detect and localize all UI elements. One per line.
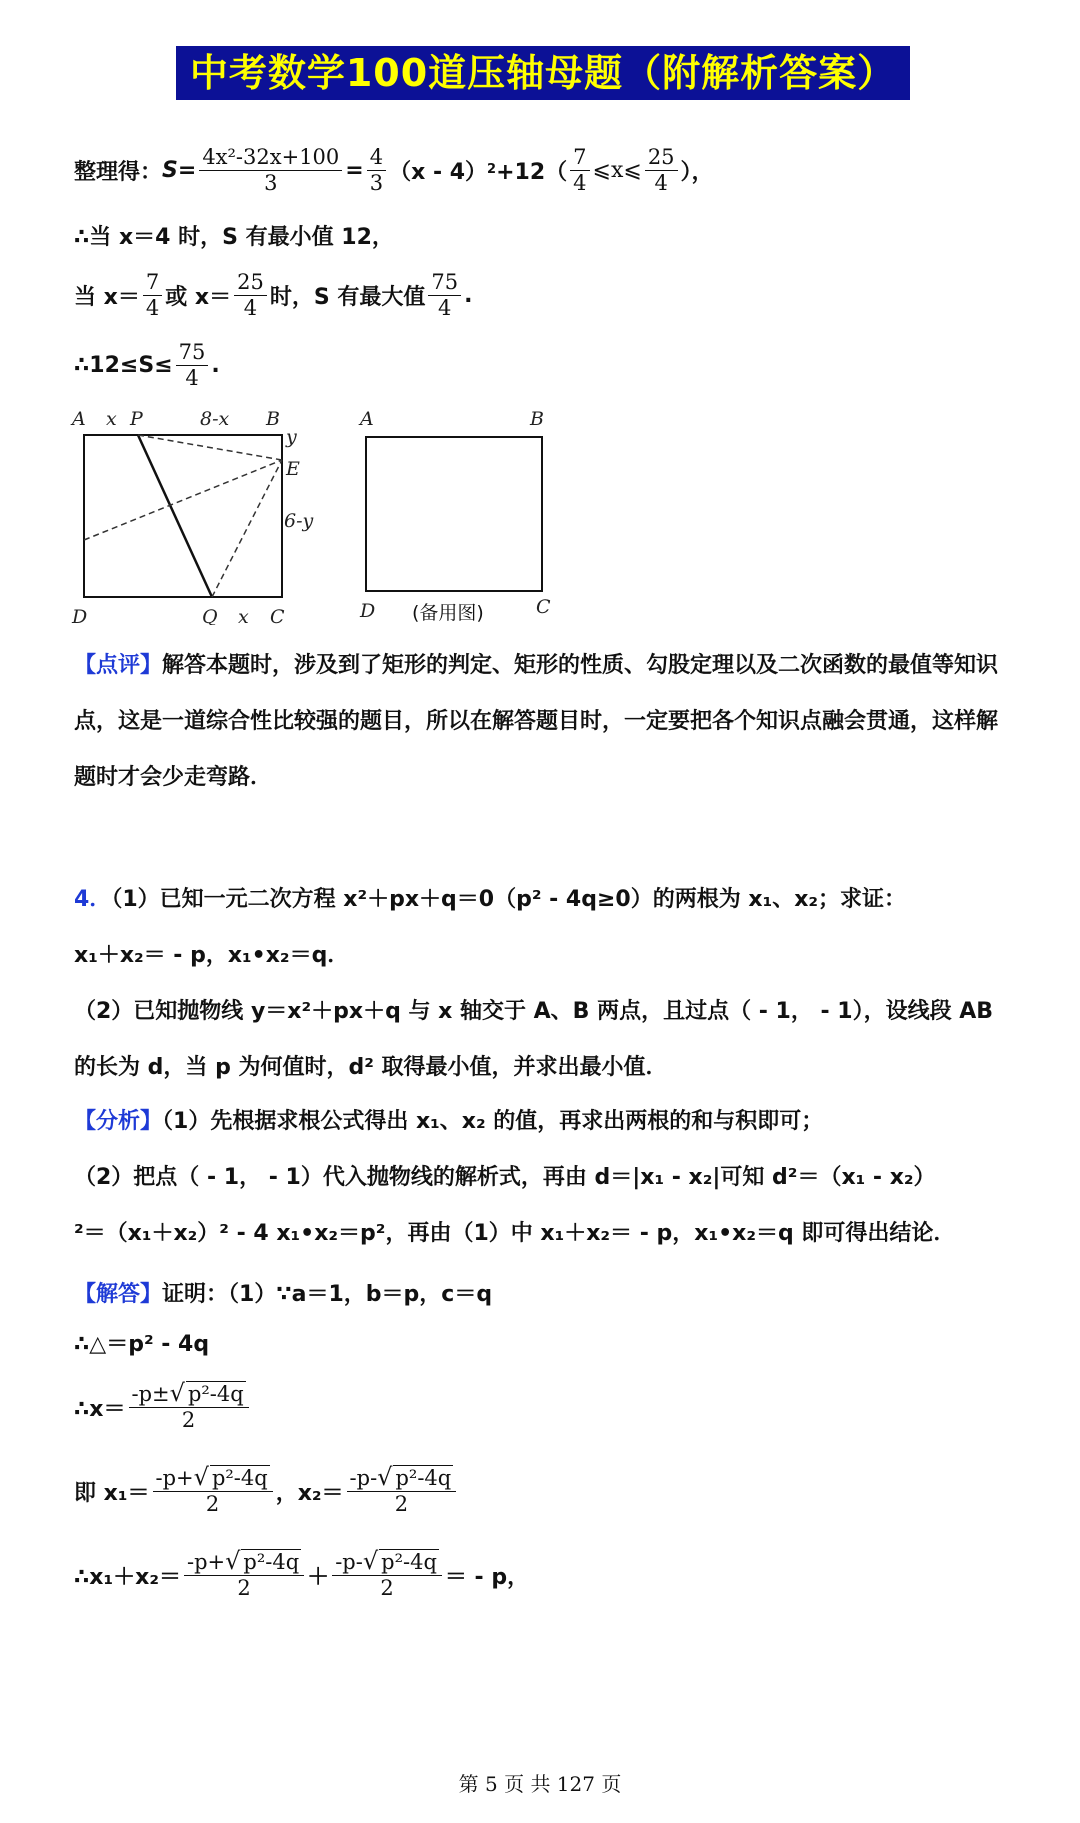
question-part1-claim: x₁＋x₂＝ - p，x₁•x₂＝q． (74, 943, 350, 968)
radical-sign: √ (225, 1547, 241, 1575)
label-A: A (72, 408, 86, 430)
review-text: 解答本题时，涉及到了矩形的判定、矩形的性质、勾股定理以及二次函数的最值等知识点，这是一道综合性比较强的题目，所以在解答题目时，一定要把各个知识点融会贯通，这样解题时才会少走弯路． (74, 653, 999, 790)
figure-rectangle-diagram (70, 405, 630, 625)
analysis-tag: 【分析】 (74, 1109, 163, 1134)
frac-num: 25 (234, 270, 267, 296)
answer-line3-pre: ∴x＝ (74, 1396, 126, 1422)
answer-tag: 【解答】 (74, 1281, 163, 1307)
answer-line2 (74, 1322, 209, 1362)
line-range-pre: ∴12≤S≤ (74, 352, 173, 378)
eq1-prefix: 整理得： (74, 159, 163, 185)
eq1-tail: +12（ (496, 159, 568, 185)
eq1-fraction-main (199, 145, 342, 196)
frac-num: 7 (143, 270, 162, 296)
num-part: -p± (131, 1382, 170, 1406)
figure-caption: (备用图) (412, 602, 484, 624)
eq1-paren: （x - 4） (389, 159, 488, 185)
frac-num: 75 (428, 270, 461, 296)
answer-line4-mid: ，x₂＝ (275, 1480, 344, 1506)
line-max-frac3 (428, 270, 461, 321)
frac-den: 2 (181, 1408, 196, 1432)
line-max-pre: 当 x＝ (74, 284, 140, 310)
frac-num: 4x²-32x+100 (199, 145, 342, 171)
question-part1: （1）已知一元二次方程 x²＋px＋q＝0（p² - 4q≥0）的两根为 x₁、x₂；求证： (111, 887, 907, 912)
frac-num (153, 1465, 273, 1492)
label-B: B (266, 408, 280, 430)
frac-num: 4 (367, 145, 386, 171)
frac-den: 2 (394, 1492, 409, 1516)
question-number: 4． (74, 887, 112, 912)
frac-den: 4 (243, 295, 258, 320)
label-x-bottom: x (238, 606, 249, 625)
answer-line1 (74, 1272, 492, 1312)
question-4 (74, 872, 1014, 1096)
answer-line4-pre: 即 x₁＝ (74, 1480, 150, 1506)
line-range-frac (176, 340, 209, 391)
label-D: D (72, 606, 88, 625)
label-E: E (286, 458, 300, 480)
label-Q: Q (202, 606, 218, 625)
answer-line3 (74, 1372, 252, 1442)
answer-line5 (74, 1540, 529, 1610)
frac-num: 25 (645, 145, 678, 171)
frac-den: 3 (369, 170, 384, 195)
num-part: -p+ (155, 1466, 194, 1490)
frac-num: 7 (570, 145, 589, 171)
page-title: 中考数学100道压轴母题（附解析答案） (176, 46, 910, 100)
radicand: p²-4q (381, 1550, 437, 1574)
radicand: p²-4q (211, 1466, 268, 1490)
frac-den: 3 (264, 170, 278, 195)
frac-den: 4 (185, 365, 199, 390)
frac-num (332, 1549, 442, 1576)
eq1-eq: = (177, 157, 197, 183)
sum-term1 (184, 1549, 304, 1601)
eq1-fraction-coef (367, 145, 386, 196)
num-part: -p- (335, 1550, 363, 1574)
eq1-eq2: = (345, 157, 364, 183)
frac-den: 2 (205, 1492, 220, 1516)
answer-line5-plus: ＋ (307, 1564, 330, 1590)
page-footer: 第 5 页 共 127 页 (458, 1772, 622, 1796)
frac-num: 75 (176, 340, 209, 366)
line-max-frac2 (234, 270, 267, 321)
analysis-line2: （2）把点（ - 1， - 1）代入抛物线的解析式，再由 d＝|x₁ - x₂|可知 d²＝（x₁ - x₂） (74, 1165, 936, 1190)
line-min-text: ∴当 x＝4 时，S 有最小值 12， (74, 224, 394, 250)
line-range-end: . (211, 352, 220, 378)
num-part: -p+ (186, 1550, 226, 1574)
label-C2: C (536, 596, 551, 618)
radical-sign: √ (362, 1547, 379, 1575)
line-max-mid2: 时，S 有最大值 (269, 284, 426, 310)
eq1-fraction-lower (570, 145, 589, 196)
frac-den: 4 (573, 170, 587, 195)
sum-term2 (332, 1549, 442, 1601)
line-max (74, 265, 472, 325)
root-x1 (153, 1465, 273, 1517)
label-y: y (286, 426, 297, 448)
review-paragraph (74, 638, 1014, 806)
root-x2 (347, 1465, 457, 1517)
radicand: p²-4q (243, 1550, 300, 1574)
label-P: P (130, 408, 143, 430)
answer-line1-text: 证明：（1）∵a＝1，b＝p，c＝q (162, 1281, 493, 1307)
root-formula (129, 1381, 249, 1433)
num-part: -p- (349, 1466, 378, 1490)
answer-line5-pre: ∴x₁＋x₂＝ (74, 1564, 181, 1590)
frac-den: 2 (237, 1576, 251, 1600)
label-B2: B (530, 408, 544, 430)
eq1-fraction-upper (645, 145, 678, 196)
radical-sign: √ (377, 1463, 393, 1491)
line-max-frac1 (143, 270, 162, 321)
analysis-line1: （1）先根据求根公式得出 x₁、x₂ 的值，再求出两根的和与积即可； (162, 1109, 824, 1134)
eq1-close: ）， (680, 159, 714, 185)
answer-line4 (74, 1456, 459, 1526)
analysis-paragraph (74, 1094, 1014, 1262)
frac-den: 4 (145, 295, 160, 320)
frac-num (184, 1549, 304, 1576)
review-tag: 【点评】 (74, 653, 163, 678)
line-max-end: . (464, 282, 473, 308)
label-right-segment: 6-y (284, 510, 314, 532)
frac-den: 4 (654, 170, 668, 195)
frac-num (129, 1381, 249, 1408)
radicand: p²-4q (395, 1466, 452, 1490)
answer-line2-text: ∴△＝p² - 4q (74, 1331, 210, 1357)
label-D2: D (360, 600, 376, 622)
label-C: C (270, 606, 285, 625)
equation-simplified: 整理得： S = $\frac{\text{4x²-32x+100}}{3}$ = $\frac{4}{3}$ （x - 4） 2 +12（ $\frac{7}{4}$ ⩽x⩽ $\frac{25}{4}$ ）， (74, 144, 714, 195)
frac-den: 4 (438, 295, 452, 320)
answer-line5-end: ＝ - p， (444, 1564, 530, 1590)
analysis-line3: ²＝（x₁＋x₂）² - 4 x₁•x₂＝p²，再由（1）中 x₁＋x₂＝ - p，x₁•x₂＝q 即可得出结论． (74, 1221, 956, 1246)
radical-sign: √ (193, 1463, 209, 1491)
label-A2: A (360, 408, 374, 430)
line-max-mid: 或 x＝ (165, 284, 232, 310)
label-x-top: x (106, 408, 117, 430)
line-min (74, 215, 394, 255)
radical-sign: √ (169, 1379, 185, 1407)
radicand: p²-4q (187, 1382, 244, 1406)
frac-num (347, 1465, 457, 1492)
line-range (74, 335, 220, 395)
eq1-var: S (162, 157, 178, 183)
frac-den: 2 (380, 1576, 394, 1600)
question-part2: （2）已知抛物线 y＝x²＋px＋q 与 x 轴交于 A、B 两点，且过点（ - 1， - 1），设线段 AB 的长为 d，当 p 为何值时，d² 取得最小值，并求出最小值． (74, 999, 994, 1080)
label-top-segment: 8-x (200, 408, 230, 430)
eq1-ineq: ⩽x⩽ (592, 157, 642, 183)
